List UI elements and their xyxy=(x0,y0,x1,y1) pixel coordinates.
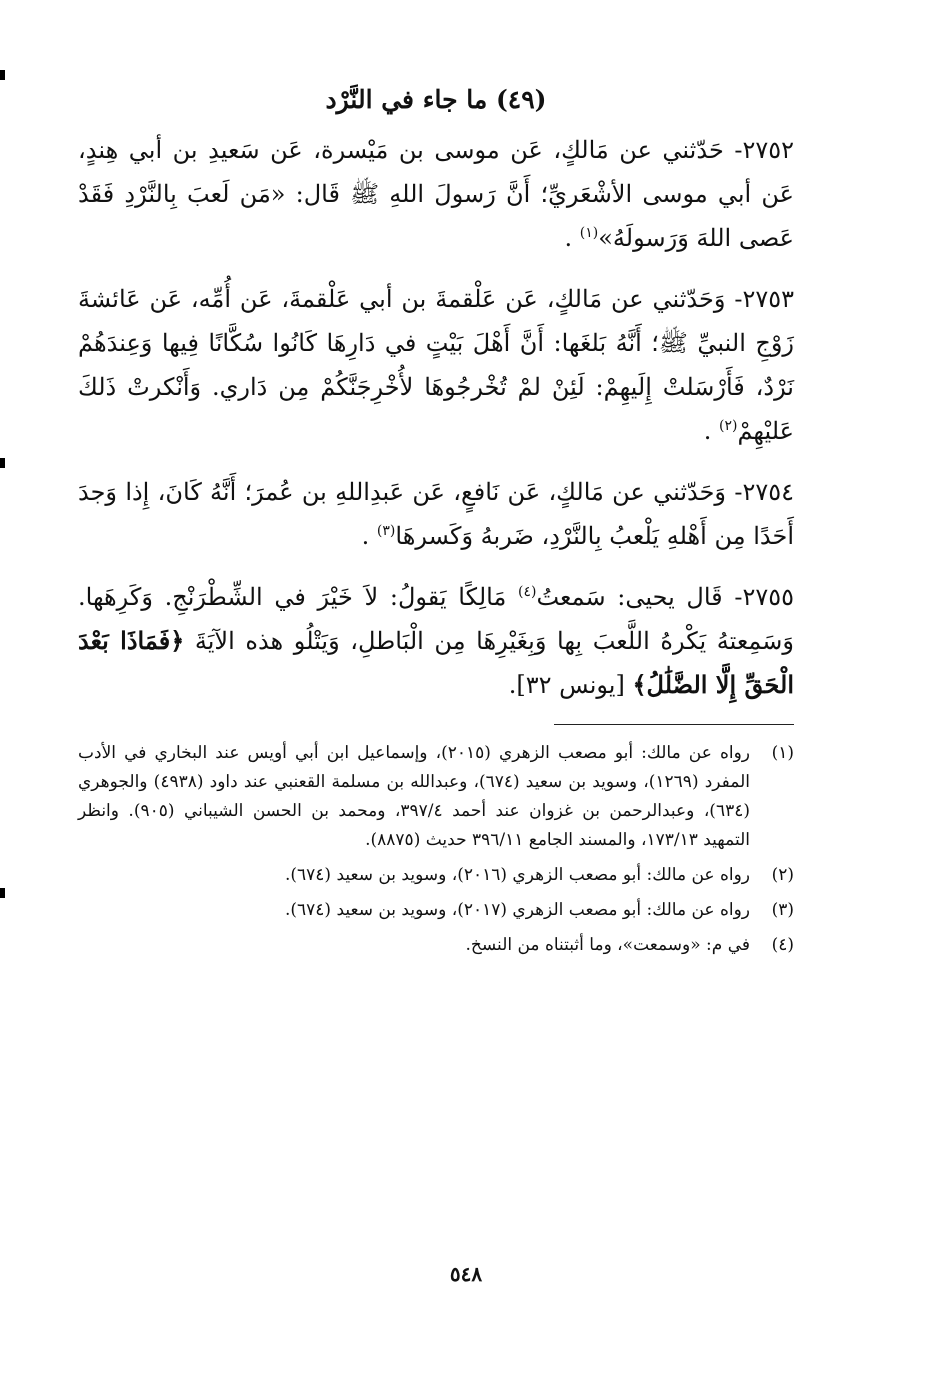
chapter-heading: (٤٩) ما جاء في النَّرْد xyxy=(325,85,547,114)
footnote-marker[interactable]: (٣) xyxy=(376,523,396,539)
hadith-end: . xyxy=(703,417,719,445)
hadith-2754 xyxy=(78,470,794,558)
page-number: ٥٤٨ xyxy=(449,1262,483,1286)
footnote-marker[interactable]: (٤) xyxy=(517,584,537,600)
footnote-marker[interactable]: (١) xyxy=(579,225,599,241)
hadith-end: . xyxy=(564,224,580,252)
footnote-text: رواه عن مالك: أبو مصعب الزهري (٢٠١٧)، وسويد بن سعيد (٦٧٤). xyxy=(284,900,750,920)
footnote-3 xyxy=(78,896,794,925)
footnote-text: رواه عن مالك: أبو مصعب الزهري (٢٠١٦)، وسويد بن سعيد (٦٧٤). xyxy=(284,865,750,885)
footnote-4 xyxy=(78,931,794,960)
verse-reference: [يونس ٣٢]. xyxy=(508,671,633,699)
quran-verse: ﴿فَمَاذَا بَعْدَ الْحَقِّ إِلَّا الضَّلَٰلُ﴾ xyxy=(78,626,794,699)
scan-mark-lower xyxy=(0,888,5,898)
footnote-text: في م: «وسمعت»، وما أثبتناه من النسخ. xyxy=(465,935,750,955)
footnote-number: (٤) xyxy=(771,935,794,955)
scan-mark-top xyxy=(0,70,5,80)
footnote-2 xyxy=(78,861,794,890)
page-body xyxy=(78,80,794,966)
hadith-number: ٢٧٥٢- xyxy=(734,136,794,164)
hadith-text: وَحَدّثني عن مَالكٍ، عَن عَلْقمةَ بن أبي عَلْقمةَ، عَن أُمِّه، عَن عَائشةَ زَوْجِ النبيِّ ﷺ؛ أَنَّهُ بَلغَها: أَنَّ أَهْلَ بَيْتٍ في دَارِهَا كَانُوا سُكَّانًا فِيها وَعِندَهُمْ نَرْدٌ، فَأَرْسَلتْ إِلَيهِمْ: لَئِنْ لمْ تُخْرجُوهَا لأُخْرِجَنَّكُمْ مِن دَاري. وَأَنْكرتْ ذَلكَ عَليْهِمْ xyxy=(78,285,795,445)
footnote-text: رواه عن مالك: أبو مصعب الزهري (٢٠١٥)، وإسماعيل ابن أبي أويس عند البخاري في الأدب المفرد (١٢٦٩)، وسويد بن سعيد (٦٧٤)، وعبدالله بن مسلمة القعنبي عند داود (٤٩٣٨) والجوهري (٦٣٤)، وعبدالرحمن بن غزوان عند أحمد ٣٩٧/٤، ومحمد بن الحسن الشيباني (٩٠٥). وانظر التمهيد ١٧٣/١٣، والمسند الجامع ٣٩٦/١١ حديث (٨٨٧٥). xyxy=(78,743,750,850)
footnote-divider xyxy=(554,724,794,725)
footnote-number: (٣) xyxy=(771,900,794,920)
footnote-number: (١) xyxy=(771,743,794,763)
hadith-text: حَدّثني عن مَالكٍ، عَن موسى بن مَيْسرة، عَن سَعيدِ بن أبي هِندٍ، عَن أبي موسى الأشْعَريِّ؛ أَنَّ رَسولَ اللهِ ﷺ قَال: «مَن لَعبَ بِالنَّرْدِ فَقَدْ عَصى اللهَ وَرَسولَهُ» xyxy=(78,136,794,252)
footnote-number: (٢) xyxy=(771,865,794,885)
hadith-text-continued: مَالِكًا يَقولُ: لاَ خَيْرَ في الشِّطْرَنْجِ. وَكَرِهَها. وَسَمِعتهُ يَكْرهُ اللَّعبَ بِها وَبِغَيْرِهَا مِن الْبَاطلِ، وَيَتْلُو هذه الآيَةَ xyxy=(78,583,794,655)
footnote-1 xyxy=(78,739,794,855)
hadith-text: وَحَدّثني عن مَالكٍ، عَن نَافعٍ، عَن عَبدِاللهِ بن عُمرَ؛ أَنَّهُ كَانَ، إِذا وَجدَ أَحَدًا مِن أَهْلهِ يَلْعبُ بِالنَّرْدِ، ضَربهُ وَكَسرهَا xyxy=(78,478,794,550)
hadith-2752 xyxy=(78,128,794,260)
hadith-end: . xyxy=(361,522,377,550)
scan-mark-middle xyxy=(0,458,5,468)
footnote-marker[interactable]: (٢) xyxy=(718,418,738,434)
hadith-2755 xyxy=(78,575,794,707)
hadith-2753 xyxy=(78,277,794,453)
hadith-number: ٢٧٥٣- xyxy=(734,285,794,313)
footnotes xyxy=(78,739,794,960)
hadith-number: ٢٧٥٤- xyxy=(734,478,794,506)
hadith-text: قَال يحيى: سَمعتُ xyxy=(536,583,723,611)
hadith-number: ٢٧٥٥- xyxy=(734,583,794,611)
